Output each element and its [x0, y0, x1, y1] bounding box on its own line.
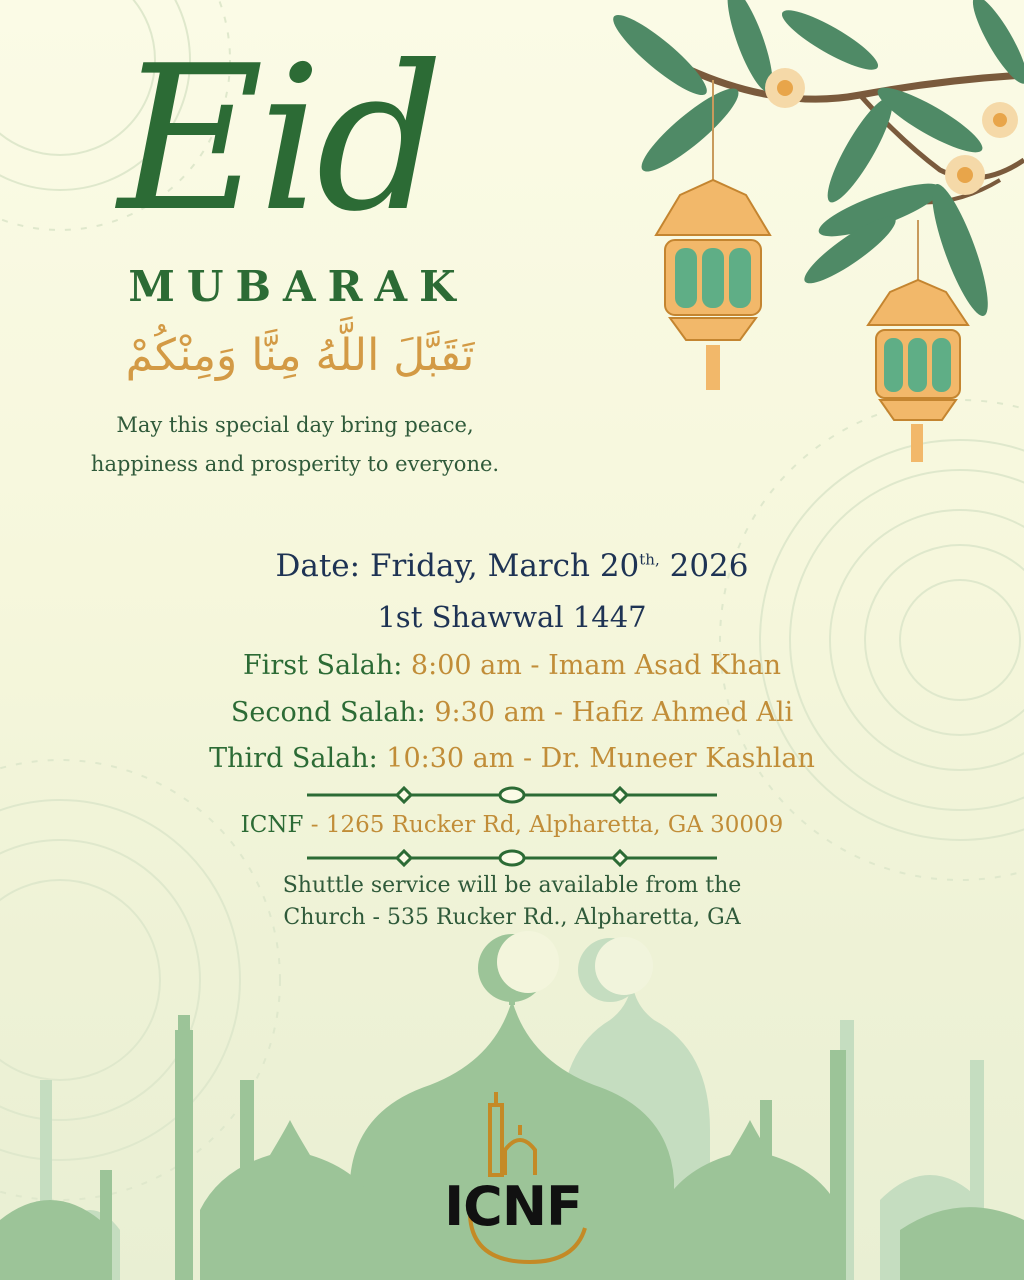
salah-label: First Salah: — [242, 650, 403, 681]
event-date-ordinal: th, — [639, 550, 660, 569]
event-date-text: Date: Friday, March 20 — [275, 548, 640, 584]
page-subtitle: MUBARAK — [128, 262, 468, 311]
shuttle-note-line-1: Shuttle service will be available from the — [282, 873, 742, 898]
salah-row — [0, 650, 1024, 681]
salah-time-imam: 9:30 am - Hafiz Ahmed Ali — [425, 697, 794, 728]
shuttle-note-line-2: Church - 535 Rucker Rd., Alpharetta, GA — [283, 905, 741, 930]
blessing-line-1: May this special day bring peace, — [116, 413, 474, 437]
blessing-line-2: happiness and prosperity to everyone. — [90, 452, 500, 476]
venue-name: ICNF — [240, 812, 304, 838]
salah-row — [0, 743, 1024, 774]
event-date-year: 2026 — [659, 548, 749, 584]
venue-street: - 1265 Rucker Rd, Alpharetta, GA 30009 — [303, 812, 784, 838]
page-title: Eid — [118, 23, 438, 256]
event-hijri-date: 1st Shawwal 1447 — [377, 600, 647, 634]
salah-label: Second Salah: — [230, 697, 426, 728]
salah-row — [0, 697, 1024, 728]
event-date — [0, 548, 1024, 584]
salah-time-imam: 10:30 am - Dr. Muneer Kashlan — [377, 743, 815, 774]
venue-address — [0, 812, 1024, 838]
salah-time-imam: 8:00 am - Imam Asad Khan — [402, 650, 782, 681]
logo-text: ICNF — [444, 1175, 582, 1238]
arabic-blessing: تَقَبَّلَ اللَّهُ مِنَّا وَمِنْكُمْ — [125, 330, 475, 381]
salah-label: Third Salah: — [209, 743, 378, 774]
